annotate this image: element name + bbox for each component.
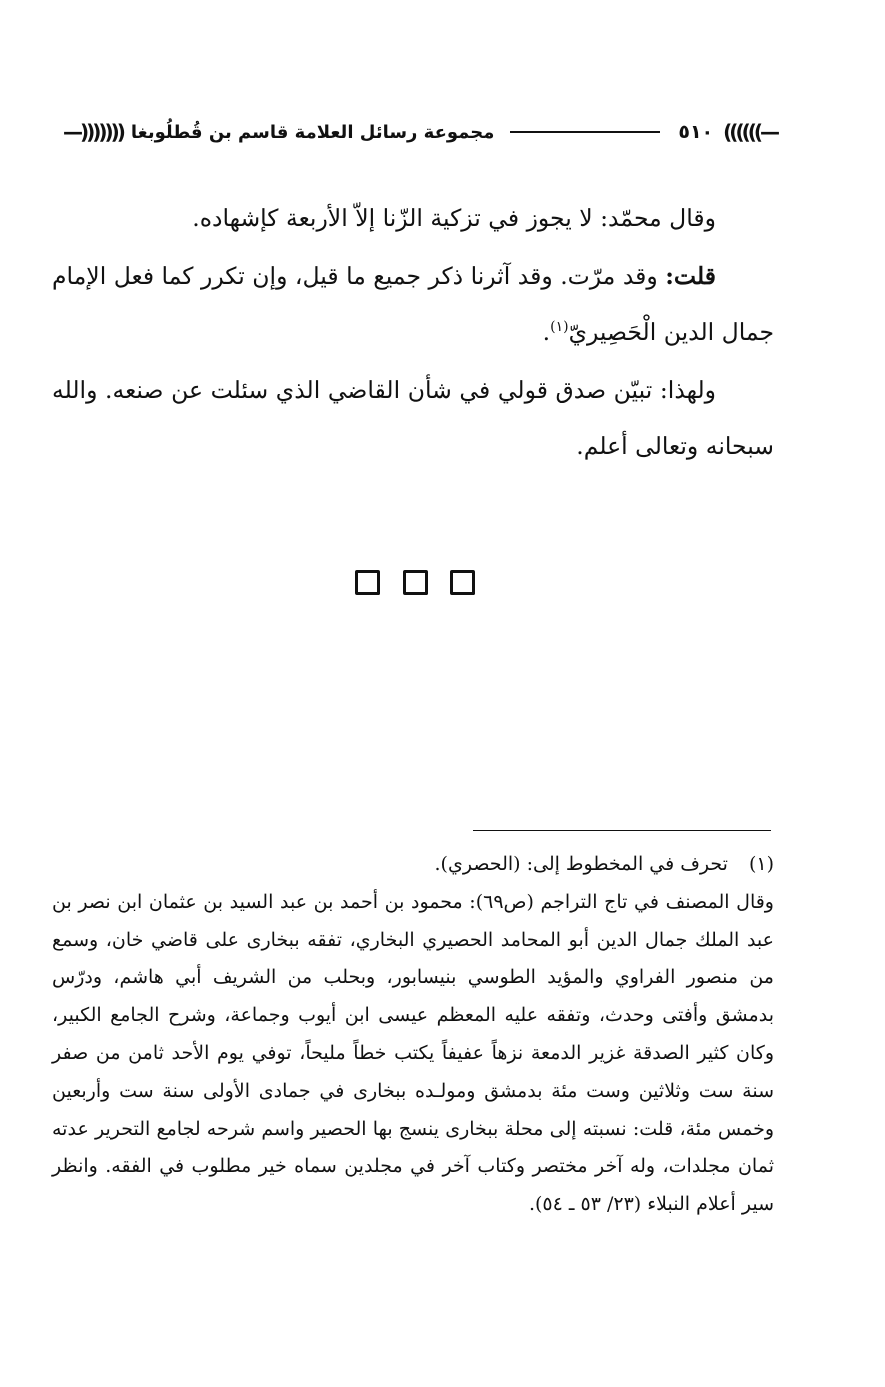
page-number: ٥١٠: [678, 121, 714, 143]
footnote-reference: (١): [550, 319, 569, 336]
footnotes: [52, 846, 774, 1224]
header-ornament-left: (((((((—: [62, 120, 123, 144]
header-rule: [510, 131, 660, 133]
paragraph-2-end: .: [542, 318, 551, 346]
paragraph-2-text: وقد مرّت. وقد آثرنا ذكر جميع ما قيل، وإن تكرر كما فعل الإمام جمال الدين الْحَصِيريّ: [52, 262, 774, 346]
square-ornament-icon: [355, 570, 380, 595]
paragraph-2-lead: قلت:: [665, 262, 716, 290]
footnote-1-text: تحرف في المخطوط إلى: (الحصري).: [434, 853, 728, 875]
paragraph-2: [52, 248, 774, 360]
section-end-ornament: [355, 570, 475, 600]
square-ornament-icon: [450, 570, 475, 595]
running-title: مجموعة رسائل العلامة قاسم بن قُطلُوبغا: [130, 121, 495, 143]
footnote-number: (١): [748, 853, 774, 875]
header-ornament-right: —)))))): [723, 120, 777, 144]
paragraph-1: وقال محمّد: لا يجوز في تزكية الزّنا إلاّ الأربعة كإشهاده.: [192, 204, 716, 232]
footnote-separator: [473, 830, 771, 831]
footnote-1-body: وقال المصنف في تاج التراجم (ص٦٩): محمود بن أحمد بن عبد السيد بن عثمان ابن نصر بن عبد الملك جمال الدين أبو المحامد الحصيري البخاري، تفقه ببخارى على قاضي خان، وسمع من منصور الفراوي والمؤيد الطوسي بنيسابور، وبحلب من الشريف أبي هاشم، ودرّس بدمشق وأفتى وحدث، وتفقه عليه المعظم عيسى ابن أيوب وجماعة، وشرح الجامع الكبير، وكان كثير الصدقة غزير الدمعة نزهاً عفيفاً يكتب خطاً مليحاً، توفي يوم الأحد ثامن من صفر سنة ست وثلاثين وست مئة بدمشق ومولـده ببخارى في جمادى الأولى سنة ست وأربعين وخمس مئة، قلت: نسبته إلى محلة ببخارى ينسج بها الحصير واسم شرحه لجامع التحرير عدته ثمان مجلدات، وله آخر مختصر وكتاب آخر في مجلدين سماه خير مطلوب في الفقه. وانظر سير أعلام النبلاء (٢٣/ ٥٣ ـ ٥٤).: [52, 890, 774, 1216]
main-text: [52, 190, 774, 474]
footnote-1-first-line: [52, 846, 774, 884]
square-ornament-icon: [403, 570, 428, 595]
running-header: [55, 112, 777, 152]
paragraph-3: ولهذا: تبيّن صدق قولي في شأن القاضي الذي سئلت عن صنعه. والله سبحانه وتعالى أعلم.: [52, 376, 774, 460]
